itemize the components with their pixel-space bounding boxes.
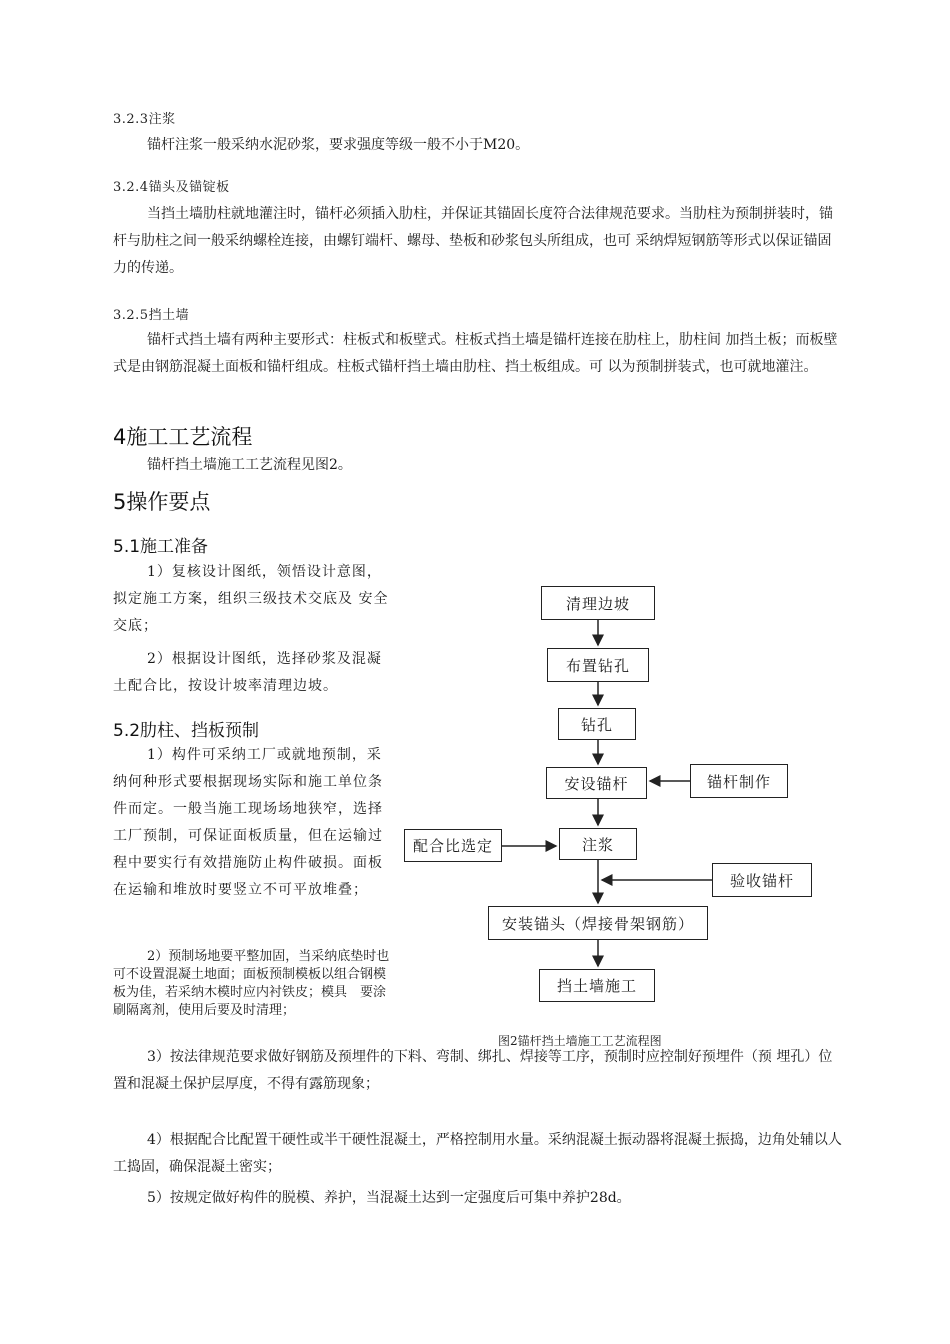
- figure-caption: 图2锚杆挡土墙施工工艺流程图: [498, 1034, 662, 1048]
- flow-step-grouting: 注浆: [559, 828, 637, 860]
- flow-step-wall-construction: 挡土墙施工: [539, 969, 655, 1002]
- flow-input-anchor-fabrication: 锚杆制作: [690, 764, 788, 798]
- list-item: 1）复核设计图纸，领悟设计意图， 拟定施工方案，组织三级技术交底及 安全交底；: [113, 564, 389, 634]
- list-item: 2）预制场地要平整加固，当采纳底垫时也可不设置混凝土地面；面板预制模板以组合钢模板为佳，若采纳木模时应内衬铁皮；模具 要涂刷隔离剂，使用后要及时清理；: [113, 949, 390, 1018]
- heading-3-2-4: 3.2.4锚头及锚锭板: [113, 180, 230, 195]
- list-item: 1）构件可采纳工厂或就地预制，采纳何种形式要根据现场实际和施工单位条件而定。一般当施工现场场地狭窄，选择工厂预制，可保证面板质量，但在运输过程中要实行有效措施防止构件破损。面板在运输和堆放时要竖立不可平放堆叠；: [113, 747, 383, 898]
- flow-step-install-anchor: 安设锚杆: [546, 767, 647, 799]
- flow-step-clear-slope: 清理边坡: [541, 586, 655, 620]
- heading-3-2-3: 3.2.3注浆: [113, 112, 176, 127]
- flow-step-layout-holes: 布置钻孔: [547, 648, 649, 682]
- flow-step-drilling: 钻孔: [558, 708, 636, 740]
- heading-3-2-5: 3.2.5挡土墙: [113, 308, 190, 323]
- paragraph-text: 锚杆挡土墙施工工艺流程见图2。: [147, 457, 352, 473]
- paragraph-text: 当挡土墙肋柱就地灌注时，锚杆必须插入肋柱，并保证其锚固长度符合法律规范要求。当肋柱为预制拼装时，锚杆与肋柱之间一般采纳螺栓连接，由螺钉端杆、螺母、垫板和砂浆包头所组成，也可 采纳焊短钢筋等形式以保证锚固力的传递。: [113, 206, 833, 276]
- heading-5: 5操作要点: [113, 490, 211, 514]
- flow-step-install-anchor-head: 安装锚头（焊接骨架钢筋）: [488, 906, 708, 940]
- heading-4: 4施工工艺流程: [113, 425, 253, 449]
- list-item: 4）根据配合比配置干硬性或半干硬性混凝土，严格控制用水量。采纳混凝土振动器将混凝土振捣，边角处辅以人工捣固，确保混凝土密实；: [113, 1132, 842, 1175]
- paragraph-text: 锚杆注浆一般采纳水泥砂浆，要求强度等级一般不小于M20。: [147, 137, 530, 153]
- list-item: 2）根据设计图纸，选择砂浆及混凝土配合比，按设计坡率清理边坡。: [113, 651, 382, 694]
- heading-5-2: 5.2肋柱、挡板预制: [113, 721, 260, 741]
- flow-input-anchor-inspection: 验收锚杆: [712, 863, 812, 897]
- list-item: 3）按法律规范要求做好钢筋及预埋件的下料、弯制、绑扎、焊接等工序，预制时应控制好预埋件（预 埋孔）位置和混凝土保护层厚度，不得有露筋现象；: [113, 1049, 833, 1092]
- heading-5-1: 5.1施工准备: [113, 537, 209, 557]
- list-item: 5）按规定做好构件的脱模、养护，当混凝土达到一定强度后可集中养护28d。: [147, 1190, 631, 1206]
- flow-input-mix-selection: 配合比选定: [404, 829, 502, 862]
- paragraph-text: 锚杆式挡土墙有两种主要形式：柱板式和板壁式。柱板式挡土墙是锚杆连接在肋柱上，肋柱间 加挡土板；而板壁式是由钢筋混凝土面板和锚杆组成。柱板式锚杆挡土墙由肋柱、挡土板组成。可 以为预制拼装式，也可就地灌注。: [113, 332, 838, 375]
